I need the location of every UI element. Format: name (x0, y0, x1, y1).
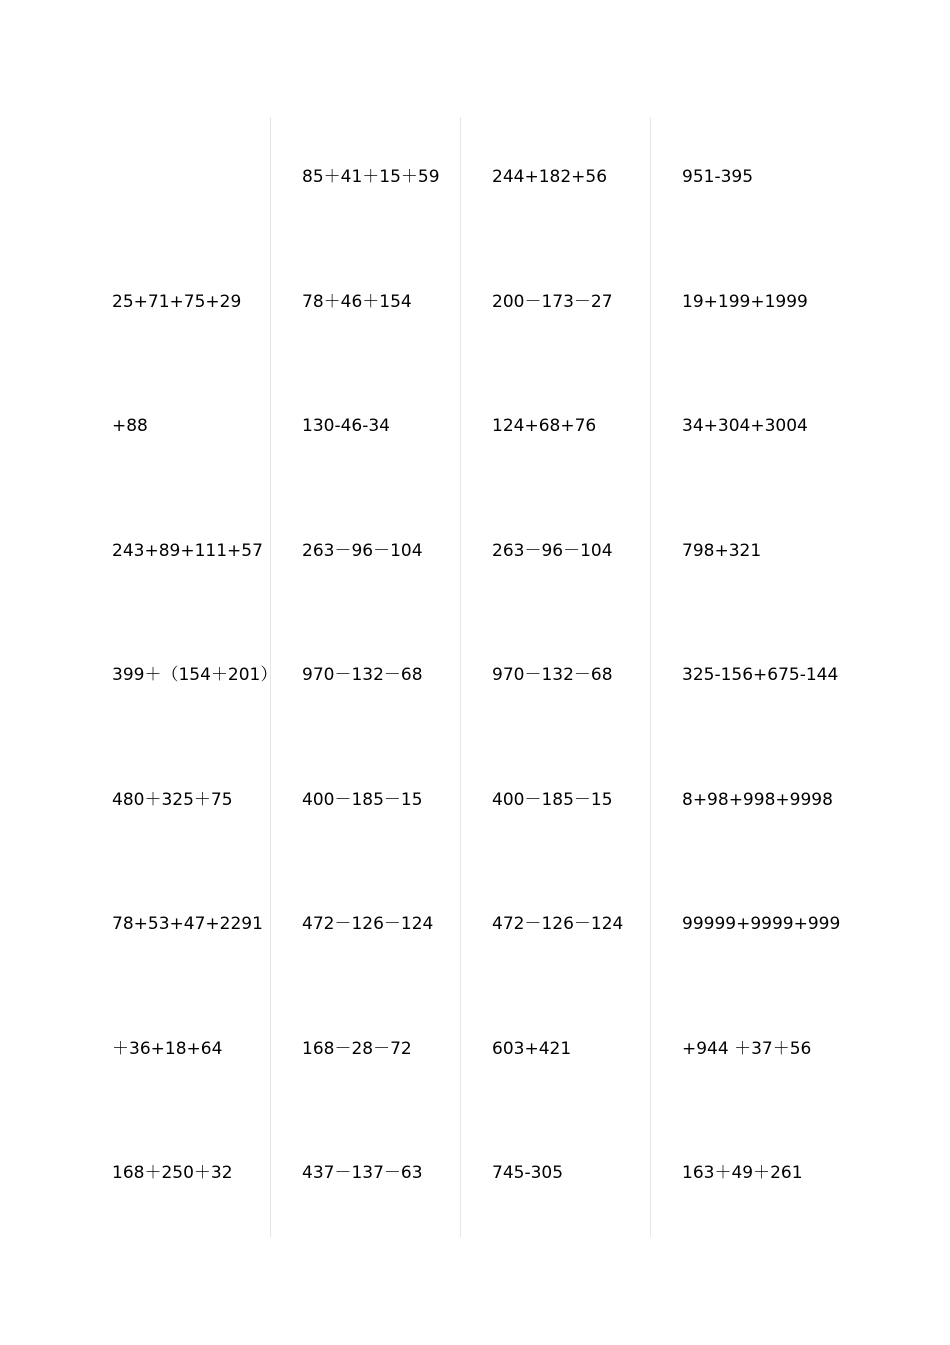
problem-text: 25+71+75+29 (112, 291, 242, 312)
problem-text: 19+199+1999 (682, 291, 808, 312)
problem-text: 951-395 (682, 167, 754, 187)
problem-text: 78＋46＋154 (302, 291, 412, 312)
problem-text: 480＋325＋75 (112, 789, 233, 810)
problem-text: 34+304+3004 (682, 416, 808, 436)
problem-cell (270, 366, 460, 491)
problem-cell (270, 864, 460, 989)
problem-text: 78+53+47+2291 (112, 914, 263, 934)
problem-text: 437－137－63 (302, 1163, 423, 1183)
problem-cell (460, 366, 650, 491)
problem-text: 163＋49＋261 (682, 1163, 803, 1183)
problem-text: 970－132－68 (492, 665, 613, 685)
problem-text: ＋36+18+64 (112, 1038, 223, 1059)
problem-text: 124+68+76 (492, 416, 597, 436)
problem-text: 603+421 (492, 1038, 572, 1059)
problem-grid (80, 117, 840, 1237)
problem-cell (460, 615, 650, 740)
problem-text: 8+98+998+9998 (682, 789, 833, 810)
problem-cell (460, 117, 650, 242)
problem-cell (650, 366, 840, 491)
problem-text: 472－126－124 (492, 914, 624, 934)
problem-text: 168－28－72 (302, 1038, 412, 1059)
problem-text: 400－185－15 (302, 789, 423, 810)
problem-cell (80, 864, 270, 989)
worksheet (80, 117, 840, 1237)
problem-text: 99999+9999+999 (682, 914, 841, 934)
problem-cell (650, 989, 840, 1114)
problem-cell (80, 1113, 270, 1238)
problem-cell (650, 117, 840, 242)
problem-text: 200－173－27 (492, 291, 613, 312)
problem-text: +944 ＋37＋56 (682, 1038, 812, 1059)
problem-cell (270, 615, 460, 740)
problem-cell (80, 989, 270, 1114)
problem-text: 263－96－104 (492, 540, 613, 561)
problem-cell (650, 864, 840, 989)
problem-cell (80, 615, 278, 740)
problem-text: 399＋（154＋201） (112, 665, 278, 685)
problem-cell (460, 491, 650, 616)
problem-text: +88 (112, 416, 148, 436)
problem-cell (460, 864, 650, 989)
problem-text: 85＋41＋15＋59 (302, 167, 440, 187)
problem-text: 400－185－15 (492, 789, 613, 810)
problem-text: 168＋250＋32 (112, 1163, 233, 1183)
problem-cell (270, 1113, 460, 1238)
problem-cell (80, 366, 270, 491)
problem-cell (650, 1113, 840, 1238)
problem-text: 243+89+111+57 (112, 540, 263, 561)
problem-text: 244+182+56 (492, 167, 608, 187)
problem-cell (270, 740, 460, 865)
problem-cell (460, 242, 650, 367)
problem-text: 325-156+675-144 (682, 665, 839, 685)
problem-text: 130-46-34 (302, 416, 390, 436)
problem-cell (270, 989, 460, 1114)
problem-cell (80, 491, 270, 616)
problem-cell (270, 491, 460, 616)
problem-cell (650, 491, 840, 616)
problem-text: 472－126－124 (302, 914, 434, 934)
problem-cell (650, 242, 840, 367)
problem-cell (80, 740, 270, 865)
problem-cell (460, 989, 650, 1114)
problem-text: 970－132－68 (302, 665, 423, 685)
problem-cell (460, 740, 650, 865)
problem-cell (80, 242, 270, 367)
problem-text: 263－96－104 (302, 540, 423, 561)
problem-cell (270, 242, 460, 367)
problem-cell (460, 1113, 650, 1238)
problem-cell (270, 117, 460, 242)
problem-text: 745-305 (492, 1163, 564, 1183)
problem-cell (650, 740, 840, 865)
problem-cell (650, 615, 840, 740)
problem-text: 798+321 (682, 540, 762, 561)
problem-cell (80, 117, 270, 242)
